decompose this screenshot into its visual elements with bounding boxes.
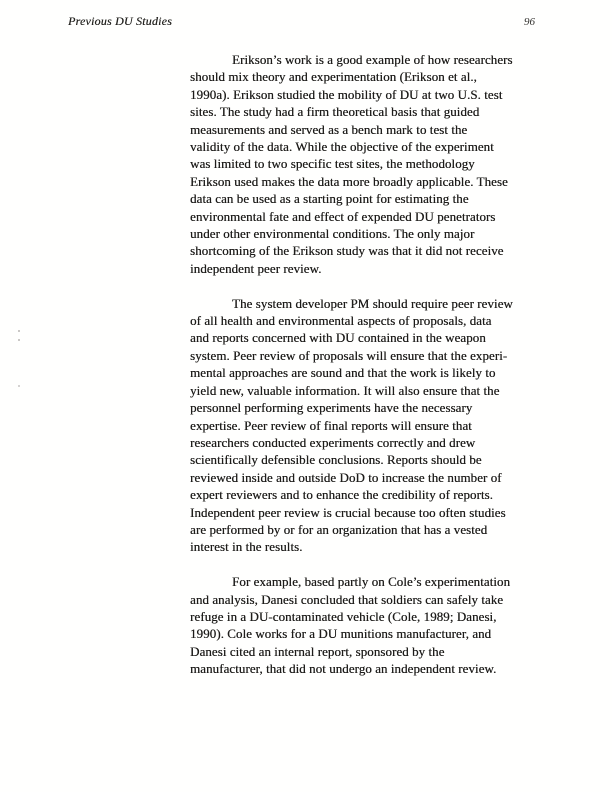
text-line: mental approaches are sound and that the work is likely to [190,365,496,381]
text-line: scientifically defensible conclusions. Reports should be [190,452,482,468]
text-line: interest in the results. [190,539,303,555]
text-line: shortcoming of the Erikson study was that it did not receive [190,243,504,259]
paragraph [190,51,546,277]
text-line: reviewed inside and outside DoD to increase the number of [190,469,502,485]
text-line: and analysis, Danesi concluded that soldiers can safely take [190,591,504,607]
text-line: environmental fate and effect of expended DU penetrators [190,208,496,224]
text-line: independent peer review. [190,260,322,276]
text-line: Erikson used makes the data more broadly applicable. These [190,173,508,189]
scan-speck [18,385,20,387]
text-line: was limited to two specific test sites, the methodology [190,156,475,172]
text-line: 1990). Cole works for a DU munitions manufacturer, and [190,626,492,642]
text-line: The system developer PM should require peer review [232,295,513,311]
text-line: researchers conducted experiments correctly and drew [190,434,476,450]
text-line: refuge in a DU-contaminated vehicle (Cole, 1989; Danesi, [190,608,497,624]
text-line: measurements and served as a bench mark to test the [190,121,468,137]
text-line: and reports concerned with DU contained in the weapon [190,330,486,346]
text-line: sites. The study had a firm theoretical basis that guided [190,104,480,120]
page-number: 96 [524,16,535,28]
text-line: data can be used as a starting point for estimating the [190,191,469,207]
text-line: should mix theory and experimentation (Erikson et al., [190,69,477,85]
text-line: under other environmental conditions. The only major [190,226,475,242]
scan-speck [18,339,20,341]
text-line: expert reviewers and to enhance the credibility of reports. [190,487,493,503]
scan-speck [18,330,20,332]
text-line: manufacturer, that did not undergo an independent review. [190,661,497,677]
text-line: 1990a). Erikson studied the mobility of DU at two U.S. test [190,86,503,102]
body-text [190,51,546,678]
text-line: personnel performing experiments have the necessary [190,400,473,416]
text-line: system. Peer review of proposals will ensure that the experi- [190,347,508,363]
text-line: yield new, valuable information. It will also ensure that the [190,382,500,398]
paragraph [190,295,546,556]
text-line: expertise. Peer review of final reports will ensure that [190,417,472,433]
running-header-title: Previous DU Studies [68,14,173,28]
text-line: are performed by or for an organization that has a vested [190,521,488,537]
text-line: Independent peer review is crucial because too often studies [190,504,506,520]
text-line: Danesi cited an internal report, sponsored by the [190,643,445,659]
text-line: of all health and environmental aspects of proposals, data [190,313,492,329]
text-line: For example, based partly on Cole’s experimentation [232,574,511,590]
paragraph [190,573,546,677]
text-line: validity of the data. While the objective of the experiment [190,139,494,155]
text-line: Erikson’s work is a good example of how researchers [232,52,513,67]
